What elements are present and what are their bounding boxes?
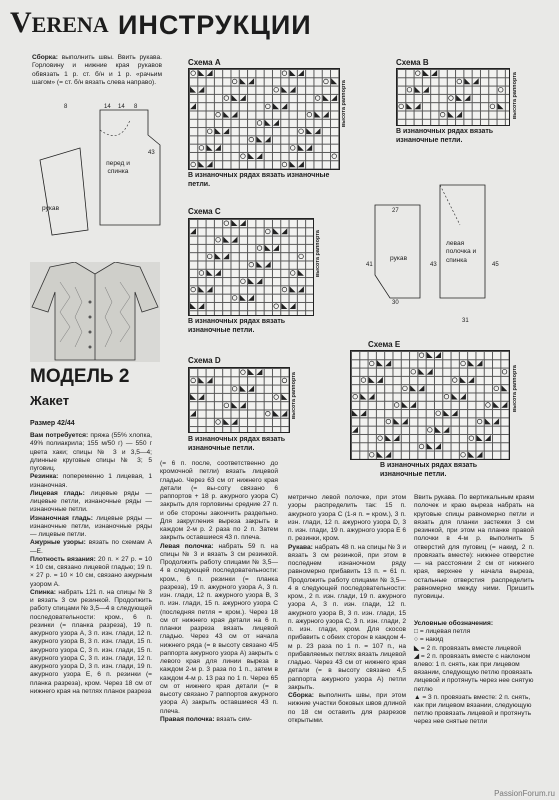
schema-b-grid	[396, 68, 510, 126]
paragraph-heading: Спинка:	[30, 588, 56, 596]
schema-symbols	[189, 219, 313, 315]
legend-item	[414, 628, 536, 636]
model-title: МОДЕЛЬ 2	[30, 366, 130, 387]
paragraph	[414, 494, 534, 601]
paragraph-text: вязать сим-	[214, 715, 252, 723]
schema-c-grid	[188, 218, 314, 316]
dim-43b: 43	[430, 262, 437, 268]
schema-a-title: Схема А	[188, 58, 221, 67]
schema-e-grid	[350, 350, 510, 460]
paragraph-text: выполнить швы, при этом нижние участки боковых швов длиной по 18 см оставить для разрезов открытыми.	[288, 692, 406, 724]
text-column-1	[30, 432, 152, 696]
paragraph	[30, 490, 152, 515]
legend-item	[414, 694, 536, 727]
label-front-back: перед и спинка	[106, 160, 130, 176]
schema-c-note: В изнаночных рядах вязать изнаночные петли.	[188, 318, 286, 334]
paragraph-heading: Вам потребуется:	[30, 432, 89, 439]
schema-a-rapport: высота раппорта	[341, 80, 347, 128]
dim-14b: 14	[118, 104, 125, 110]
paragraph-heading: Плотность вязания:	[30, 555, 96, 563]
page-title: ИНСТРУКЦИИ	[118, 10, 312, 40]
text-column-2	[160, 460, 278, 724]
paragraph-text: попеременно 1 лицевая, 1 изнаночная.	[30, 473, 152, 489]
legend-text: = накид	[419, 636, 444, 644]
paragraph-text: набрать 121 п. на спицы № 3 и вязать 3 см резинкой. Продолжить работу спицами № 3,5—4 в следующей последовательности: кром., 6 п. резинки (= планка разреза), 19 п. ажурного узора А, 3 п. изн. глади, 12 п. ажурного узора В, 3 п. изн. глади, 15 п. ажурного узора С, 3 п. изн. глади, 15 п. ажурного узора С, 3 п. изн. глади, 12 п. ажурного узора D, 3 п. изн. глади, 19 п. ажурного узора Е, 6 п. резинки (= планка разреза), кром. Через 18 см от нижнего края на петлях планок разреза	[30, 588, 152, 695]
legend-text: = 2 п. провязать вместе с наклоном влево: 1 п. снять, как при лицевом вязании, следующую петлю провязать лицевой и протянуть через нее снятую петлю	[414, 652, 534, 693]
legend-item	[414, 653, 536, 694]
footer-watermark: PassionForum.ru	[494, 789, 555, 798]
paragraph-heading: Ажурные узоры:	[30, 539, 86, 547]
item-title: Жакет	[30, 393, 70, 408]
dim-30: 30	[392, 300, 399, 306]
paragraph-heading: Лицевая гладь:	[30, 489, 85, 497]
paragraph-text: метрично левой полочке, при этом узоры распределить так: 15 п. ажурного узора С (1-я п. = кром.), 3 п. изн. глади, 12 п. ажурного узора D, 3 п. изн. глади, 19 п. ажурного узора Е 6 п. резинки, кром.	[288, 494, 406, 543]
schema-b-note: В изнаночных рядах вязать изнаночные петли.	[396, 128, 494, 144]
paragraph-heading: Изнаночная гладь:	[30, 514, 93, 522]
brand-logo: VERENA	[10, 6, 109, 39]
legend-item	[414, 636, 536, 644]
legend-symbol-icon: □	[414, 628, 420, 636]
schema-b-rapport: высота раппорта	[512, 72, 518, 120]
text-column-3	[288, 494, 406, 725]
label-sleeve-2: рукав	[390, 255, 408, 262]
paragraph	[30, 515, 152, 540]
schema-b-title: Схема В	[396, 58, 429, 67]
assembly-block: Сборка: выполнить швы. Ввить рукава. Горловину и нижние края рукавов обвязать 1 р. ст. б/н и 1 р. «рачьим шагом» (= ст. б/н вязать слева направо).	[32, 54, 162, 86]
paragraph-text: вязать по схемам А—Е.	[30, 539, 152, 555]
legend-items	[414, 628, 536, 726]
schema-a-grid	[188, 68, 340, 170]
paragraph	[30, 473, 152, 490]
paragraph-text: лицевые ряды — лицевые петли, изнаночные ряды — изнаночные петли.	[30, 489, 152, 514]
paragraph-heading: Левая полочка:	[160, 542, 214, 550]
dim-31: 31	[462, 318, 469, 324]
label-left-back: левая полочка и спинка	[446, 240, 477, 264]
dim-8a: 8	[64, 104, 68, 110]
paragraph	[30, 589, 152, 696]
schema-e-note: В изнаночных рядах вязать изнаночные петли.	[380, 462, 478, 478]
schema-symbols	[189, 368, 289, 432]
dim-27: 27	[392, 208, 399, 214]
legend-title: Условные обозначения:	[414, 620, 494, 627]
schema-d-note: В изнаночных рядах вязать изнаночные петли.	[188, 436, 286, 452]
legend-symbol-icon: ○	[414, 636, 420, 644]
size-label: Размер 42/44	[30, 420, 75, 427]
schema-e-title: Схема Е	[368, 340, 401, 349]
schema-symbols	[397, 69, 509, 125]
schema-c-rapport: высота раппорта	[315, 230, 321, 278]
paragraph	[160, 716, 278, 724]
legend-item	[414, 645, 536, 653]
paragraph-heading: Резинка:	[30, 473, 59, 481]
dim-41: 41	[366, 262, 373, 268]
paragraph	[288, 544, 406, 693]
legend-block	[414, 620, 536, 727]
paragraph-text: набрать 48 п. на спицы № 3 и вязать 3 см резинкой, при этом в последнем изнаночном ряду равномерно прибавить 13 п. = 61 п. Продолжить работу спицами № 3,5—4 в следующей последовательности: кром., 2 п. изн. глади, 19 п. ажурного узора А, 3 п. изн. глади, 12 п. ажурного узора В, 3 п. изн. глади, 15 п. ажурного узора С, 3 п. изн. глади, 2 п. изн. глади, кром. Для скосов прибавить с обеих сторон в каждом 4-м р. 23 раза по 1 п. = 107 п., на прибавляемых петлях вязать лицевой гладью. Через 43 см от нижнего края детали (= в высоту связано 4,5 раппорта ажурного узора А) петли закрыть.	[288, 543, 406, 691]
legend-text: = 2 п. провязать вместе лицевой	[420, 644, 522, 652]
paragraph	[288, 494, 406, 544]
paragraph	[160, 460, 278, 543]
paragraph-heading: Сборка:	[288, 692, 314, 699]
text-column-4	[414, 494, 534, 601]
jacket-illustration	[30, 262, 160, 362]
legend-text: = 3 п. провязать вместе: 2 п. снять, как при лицевом вязании, следующую петлю провязать лицевой и протянуть через нее снятые петли	[414, 693, 532, 726]
schema-c-title: Схема С	[188, 207, 221, 216]
paragraph-text: (= 6 п. после, соответственно до кромочной петли) вязать лицевой гладью. Через 63 см от нижнего края детали (= вы-соту связано 6 раппортов + 18 р. ажурного узора С) закрыть для горловины средние 27 п. и обе стороны закончить раздельно. Для закругления выреза закрыть в каждом 2-м р. 2 раза по 2 п. Затем закрыть оставшиеся 43 п. плеча.	[160, 460, 278, 542]
schema-symbols	[189, 69, 339, 169]
paragraph	[30, 539, 152, 556]
paragraph-text: набрать 59 п. на спицы № 3 и вязать 3 см резинкой. Продолжить работу спицами № 3,5—4 в следующей последовательности: кром., 6 п. резинки (= планка разреза), 19 п. ажурного узора А, 3 п. изн. глади, 12 п. ажурного узора В, 3 п. изн. глади, 15 п. ажурного узора С (последняя петля = кром.). Через 18 см от нижнего края детали на 6 п. планки разреза вязать лицевой гладью. Через 43 см от начала нижнего ряда (= в высоту связано 4/5 раппорта ажурного узора А) закрыть с левого края для линии выреза в каждом 2-м р. 3 раза по 1 п., затем в каждом 4-м р. 13 раз по 1 п. Через 65 см от нижнего края детали (= в высоту связано 7 раппортов ажурного узора А) закрыть оставшиеся 43 п. плеча.	[160, 542, 278, 715]
schema-d-title: Схема D	[188, 356, 221, 365]
schema-e-rapport: высота раппорта	[512, 365, 518, 413]
paragraph-text: пряжа (55% хлопка, 49% полиакрила; 155 м/50 г) — 550 г цвета хаки; спицы № 3 и 3,5—4; длинные круговые спицы № 3; 5 пуговиц.	[30, 432, 153, 472]
paragraph-heading: Рукава:	[288, 543, 313, 551]
paragraph-text: 20 п. × 27 р. = 10 × 10 см, связано лицевой гладью; 19 п. × 27 р. = 10 × 10 см, связано ажурным узором А.	[30, 555, 153, 588]
paragraph	[288, 692, 406, 725]
legend-text: = лицевая петля	[419, 628, 471, 636]
schema-d-grid	[188, 367, 290, 433]
paragraph	[30, 432, 152, 473]
schema-a-note: В изнаночных рядах вязать изнаночные петли.	[188, 172, 330, 188]
paragraph	[160, 543, 278, 716]
legend-symbol-icon: ▲	[414, 693, 423, 701]
paragraph-heading: Правая полочка:	[160, 715, 215, 723]
dim-45: 45	[492, 262, 499, 268]
label-sleeve: рукав	[42, 205, 60, 212]
schema-symbols	[351, 351, 509, 459]
dim-43: 43	[148, 150, 155, 156]
paragraph-text: Ввить рукава. По вертикальным краям полочек и краю выреза набрать на круговые спицы равномерно петли и вязать для планки застежки 3 см резинкой, при этом на планке правой полочки в 4-м р. выполнить 5 отверстий для пуговиц (= накид, 2 п. провязать вместе): нижнее отверстие — на расстоянии 2 см от нижнего края, верхнее у начала выреза, остальные отверстия распределить равномерно между ними. Пришить пуговицы.	[414, 494, 534, 600]
paragraph-text: лицевые ряды — изнаночные петли, изнаночные ряды — лицевые петли.	[30, 514, 152, 538]
schema-d-rapport: высота раппорта	[291, 372, 297, 420]
legend-symbol-icon: ◣	[414, 644, 421, 652]
legend-symbol-icon: ◢	[414, 652, 421, 660]
dim-14a: 14	[104, 104, 111, 110]
dim-8b: 8	[134, 104, 138, 110]
paragraph	[30, 556, 152, 589]
